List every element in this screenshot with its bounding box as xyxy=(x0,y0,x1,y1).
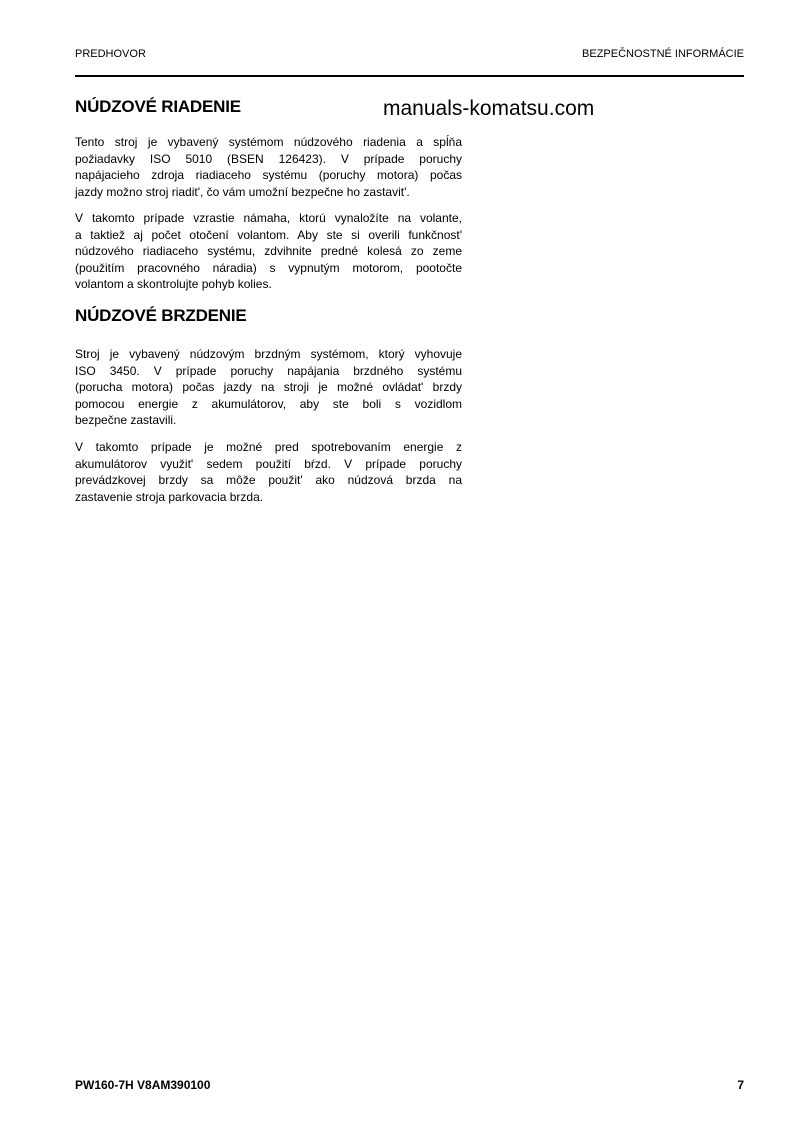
text-line: zastavenie stroja parkovacia brzda. xyxy=(75,489,264,504)
paragraph xyxy=(75,210,462,293)
text-line: Tento stroj je vybavený systémom núdzového riadenia a spĺňa xyxy=(75,135,462,149)
header-section-label: PREDHOVOR xyxy=(75,48,146,60)
watermark: manuals-komatsu.com xyxy=(383,97,595,120)
text-line: núdzového riadiaceho systému, zdvihnite predné kolesá zo zeme xyxy=(75,244,462,259)
header-chapter-label: BEZPEČNOSTNÉ INFORMÁCIE xyxy=(582,48,744,60)
text-line: Stroj je vybavený núdzovým brzdným systémom, ktorý vyhovuje xyxy=(75,347,462,361)
text-line: volantom a skontrolujte pohyb kolies. xyxy=(75,277,272,292)
paragraph xyxy=(75,346,462,429)
text-line: a taktiež aj počet otočení volantom. Aby ste si overili funkčnost' xyxy=(75,227,462,242)
page-number: 7 xyxy=(737,1078,744,1092)
footer-model-code: PW160-7H V8AM390100 xyxy=(75,1078,211,1092)
header-divider xyxy=(75,75,744,77)
text-line: prevádzkovej brzdy sa môže použit' ako núdzová brzda na xyxy=(75,473,462,488)
text-line: bezpečne zastavili. xyxy=(75,413,177,428)
text-line: jazdy možno stroj riadit', čo vám umožní bezpečne ho zastavit'. xyxy=(75,184,410,199)
section-heading: NÚDZOVÉ RIADENIE xyxy=(75,97,241,116)
section-heading: NÚDZOVÉ BRZDENIE xyxy=(75,306,247,325)
paragraph xyxy=(75,134,462,200)
text-line: (porucha motora) počas jazdy na stroji je možné ovládat' brzdy xyxy=(75,380,462,395)
paragraph xyxy=(75,439,462,505)
text-line: akumulátorov využit' sedem použití bŕzd. V prípade poruchy xyxy=(75,456,462,471)
text-line: (použitím pracovného náradia) s vypnutým motorom, pootočte xyxy=(75,260,462,275)
text-line: napájacieho zdroja riadiaceho systému (poruchy motora) počas xyxy=(75,168,462,183)
text-line: požiadavky ISO 5010 (BSEN 126423). V prípade poruchy xyxy=(75,151,462,166)
text-line: ISO 3450. V prípade poruchy napájania brzdného systému xyxy=(75,363,462,378)
text-line: pomocou energie z akumulátorov, aby ste boli s vozidlom xyxy=(75,396,462,411)
text-line: V takomto prípade je možné pred spotrebovaním energie z xyxy=(75,440,462,454)
text-line: V takomto prípade vzrastie námaha, ktorú vynaložíte na volante, xyxy=(75,211,462,225)
